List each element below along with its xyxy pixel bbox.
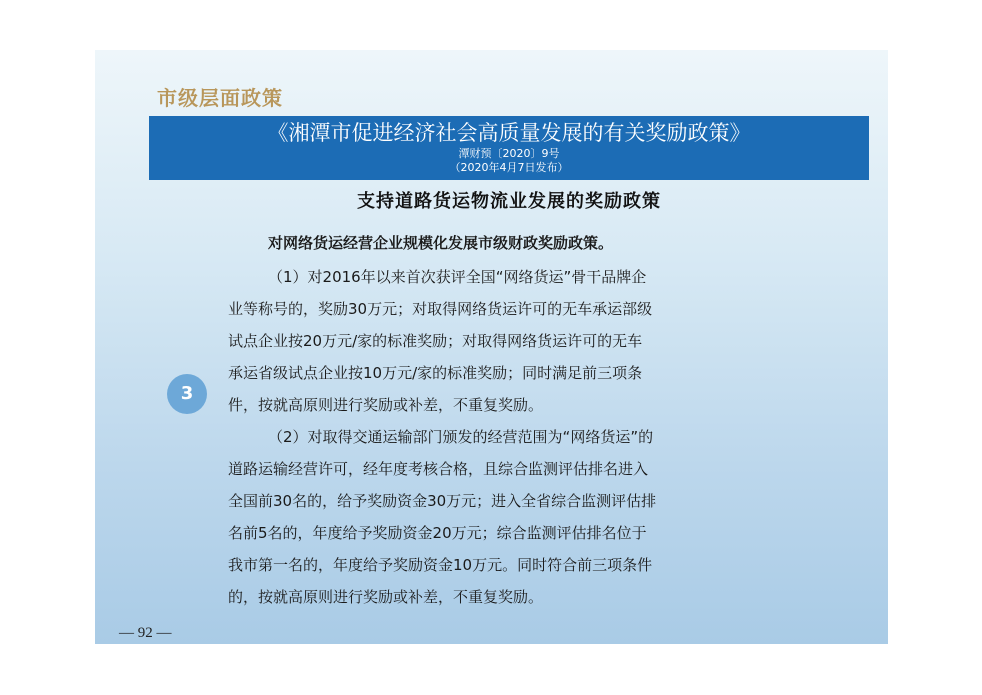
paragraph1-line: 业等称号的，奖励30万元；对取得网络货运许可的无车承运部级 [228,300,653,318]
paragraph2-line: 名前5名的，年度给予奖励资金20万元；综合监测评估排名位于 [228,524,647,542]
section-label: 市级层面政策 [157,86,283,110]
section-number-badge: 3 [167,374,207,414]
paragraph2-line: 的，按就高原则进行奖励或补差，不重复奖励。 [228,588,544,606]
banner-doc-number: 潭财预〔2020〕9号 [458,147,560,160]
document-page [95,50,888,644]
banner-title: 《湘潭市促进经济社会高质量发展的有关奖励政策》 [267,121,751,145]
paragraph1-line: （1）对2016年以来首次获评全国“网络货运”骨干品牌企 [268,268,647,286]
policy-body [228,227,728,613]
policy-heading: 对网络货运经营企业规模化发展市级财政奖励政策。 [268,234,614,252]
banner-date: （2020年4月7日发布） [449,161,569,174]
paragraph1-line: 承运省级试点企业按10万元/家的标准奖励；同时满足前三项条 [228,364,643,382]
paragraph2-line: 道路运输经营许可，经年度考核合格，且综合监测评估排名进入 [228,460,649,478]
policy-title: 支持道路货运物流业发展的奖励政策 [357,191,661,212]
title-banner [149,116,869,180]
paragraph1-line: 件，按就高原则进行奖励或补差，不重复奖励。 [228,396,544,414]
paragraph2-line: （2）对取得交通运输部门颁发的经营范围为“网络货运”的 [268,428,654,446]
paragraph1-line: 试点企业按20万元/家的标准奖励；对取得网络货运许可的无车 [228,332,643,350]
paragraph2-line: 我市第一名的，年度给予奖励资金10万元。同时符合前三项条件 [228,556,653,574]
page-number: — 92 — [119,625,172,641]
paragraph2-line: 全国前30名的，给予奖励资金30万元；进入全省综合监测评估排 [228,492,657,510]
